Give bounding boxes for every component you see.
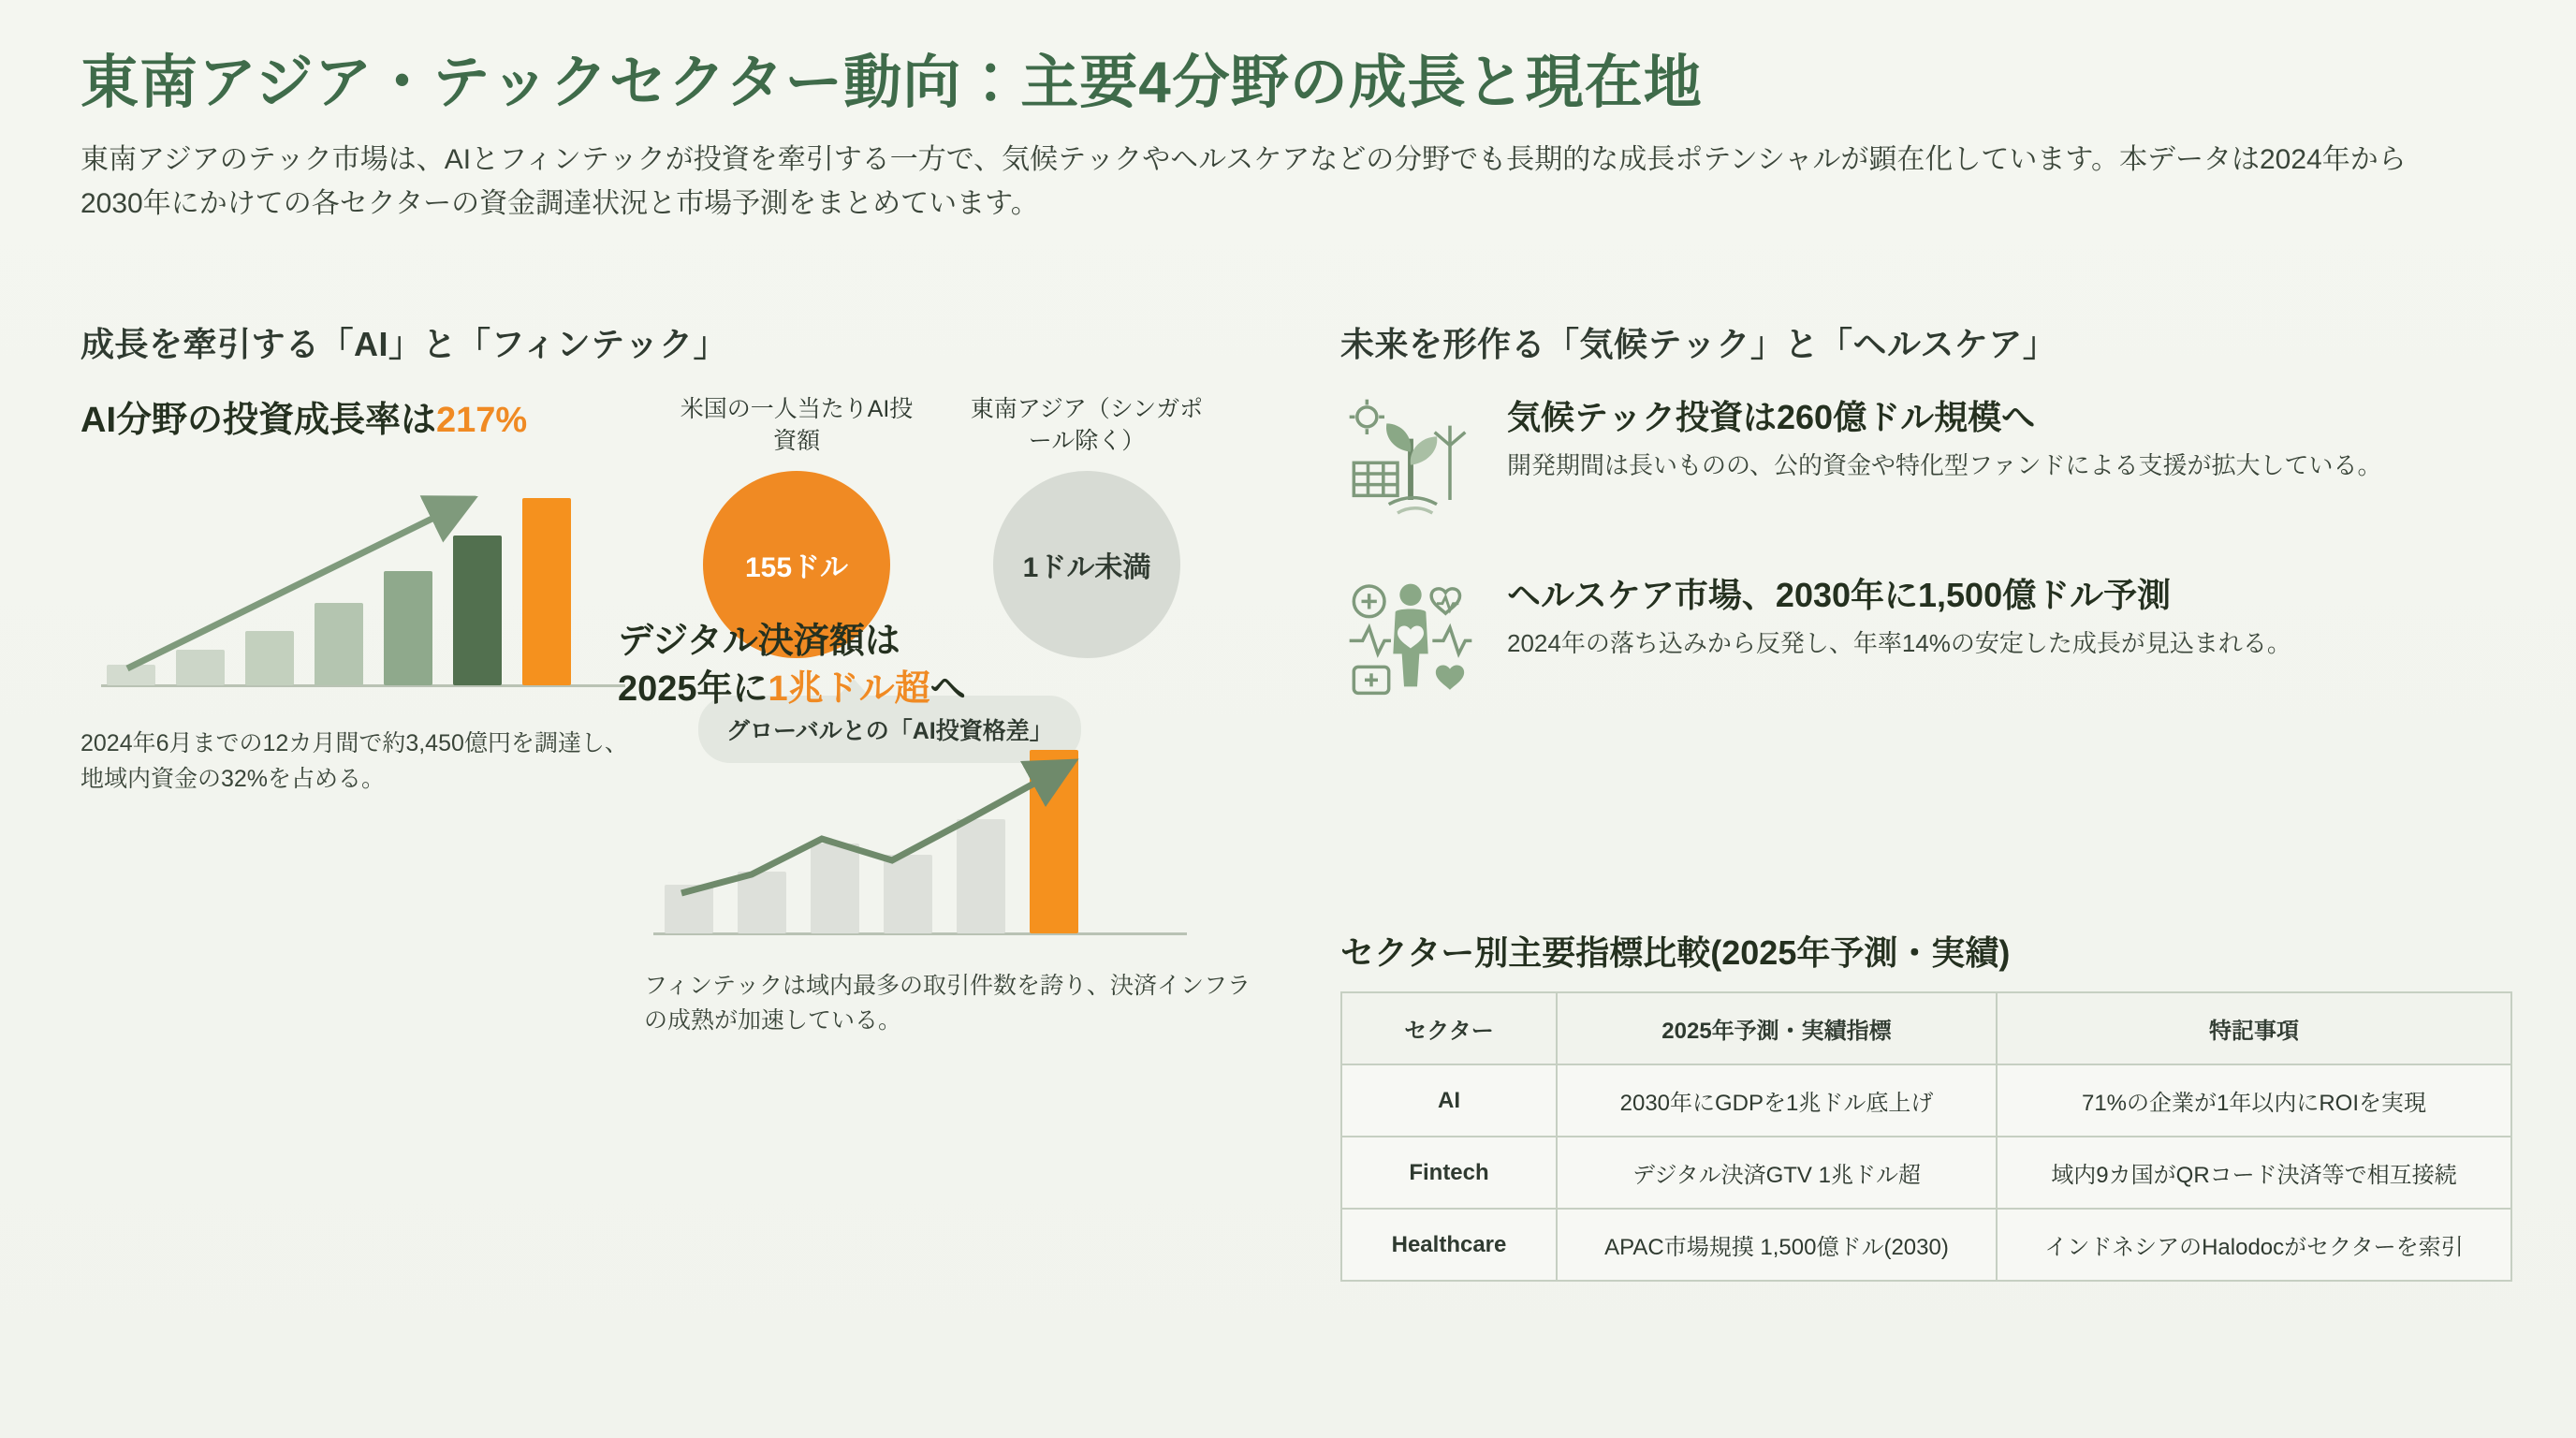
payments-headline-accent: 1兆ドル超 — [768, 669, 930, 710]
bar-2022 — [315, 603, 363, 685]
row-healthcare-metric: APAC市場規摸 1,500億ドル(2030) — [1557, 1209, 1997, 1281]
healthcare-text — [1507, 568, 2291, 662]
healthcare-heading: ヘルスケア市場、2030年に1,500億ドル予測 — [1507, 576, 2172, 614]
climate-tech-body: 開発期間は長いものの、公的資金や特化型ファンドによる支援が拡大している。 — [1507, 451, 2382, 479]
payments-trend-line — [653, 734, 1206, 935]
sector-metrics-block — [1340, 927, 2529, 1282]
ai-headline-accent: 217% — [436, 401, 528, 440]
row-fintech-metric: デジタル決済GTV 1兆ドル超 — [1557, 1137, 1997, 1209]
table-row — [1341, 1137, 2511, 1209]
table-title: セクター別主要指標比較(2025年予測・実績) — [1340, 933, 2011, 972]
payments-headline — [618, 618, 1273, 714]
bar-2021 — [245, 631, 294, 685]
row-fintech-sector: Fintech — [1341, 1137, 1557, 1209]
climate-tech-row — [1340, 390, 2510, 531]
digital-payments-block — [618, 618, 1273, 1039]
right-column — [1340, 318, 2510, 746]
climate-tech-heading: 気候テック投資は260億ドル規模へ — [1507, 398, 2036, 436]
climate-tech-text — [1507, 390, 2381, 484]
col-header-notes: 特記事項 — [1997, 992, 2511, 1064]
bar-2020 — [176, 650, 225, 685]
row-healthcare-sector: Healthcare — [1341, 1209, 1557, 1281]
payments-headline-suffix: へ — [929, 669, 966, 710]
row-fintech-notes: 域内9カ国がQRコード決済等で相互接続 — [1997, 1137, 2511, 1209]
healthcare-row — [1340, 568, 2510, 709]
investment-gap-pill: グローバルとの「AI投資格差」 — [698, 696, 1081, 763]
circle-us-value: 155ドル — [703, 471, 890, 658]
ai-note: 2024年6月までの12カ月間で約3,450億円を調達し、地域内資金の32%を占める。 — [80, 730, 628, 792]
comparison-label-us: 米国の一人当たりAI投資額 — [680, 396, 914, 454]
sector-metrics-table — [1340, 991, 2512, 1282]
healthcare-person-heart-icon — [1340, 568, 1481, 709]
payments-bar-chart — [627, 722, 1208, 956]
bar-2025-highlight — [522, 498, 571, 685]
left-section-title: 成長を牽引する「AI」と「フィンテック」 — [80, 325, 728, 363]
row-ai-notes: 71%の企業が1年以内にROIを実現 — [1997, 1064, 2511, 1137]
healthcare-body: 2024年の落ち込みから反発し、年率14%の安定した成長が見込まれる。 — [1507, 629, 2291, 657]
comparison-label-sea: 東南アジア（シンガポール除く） — [970, 396, 1204, 454]
ai-headline — [80, 390, 661, 442]
table-row — [1341, 1064, 2511, 1137]
payments-headline-prefix: 2025年に — [618, 669, 768, 710]
bar-2024 — [453, 536, 502, 685]
ai-growth-bar-chart — [80, 459, 642, 712]
row-ai-sector: AI — [1341, 1064, 1557, 1137]
col-header-metric: 2025年予測・実績指標 — [1557, 992, 1997, 1064]
chart-bars — [107, 479, 571, 685]
bar-2023 — [384, 571, 432, 685]
table-row — [1341, 1209, 2511, 1281]
row-ai-metric: 2030年にGDPを1兆ドル底上げ — [1557, 1064, 1997, 1137]
ai-chart-area — [80, 390, 661, 797]
row-healthcare-notes: インドネシアのHalodocがセクターを索引 — [1997, 1209, 2511, 1281]
page-title: 東南アジア・テックセクター動向：主要4分野の成長と現在地 — [80, 51, 1703, 115]
bar-2019 — [107, 665, 155, 685]
table-header-row — [1341, 992, 2511, 1064]
circle-sea-value: 1ドル未満 — [993, 471, 1180, 658]
solar-plant-wind-icon — [1340, 390, 1481, 531]
col-header-sector: セクター — [1341, 992, 1557, 1064]
header — [80, 49, 2496, 226]
payments-note: フィンテックは域内最多の取引件数を誇り、決済インフラの成熟が加速している。 — [644, 972, 1251, 1034]
comparison-labels — [680, 394, 1260, 458]
payments-headline-line1: デジタル決済額は — [618, 622, 900, 661]
right-section-title: 未来を形作る「気候テック」と「ヘルスケア」 — [1340, 325, 2057, 363]
page-subtitle: 東南アジアのテック市場は、AIとフィンテックが投資を牽引する一方で、気候テックやヘルスケアなどの分野でも長期的な成長ポテンシャルが顕在化しています。本データは2024年から2030年にかけての各セクターの資金調達状況と市場予測をまとめています。 — [80, 144, 2407, 219]
ai-headline-text: AI分野の投資成長率は — [80, 401, 437, 440]
